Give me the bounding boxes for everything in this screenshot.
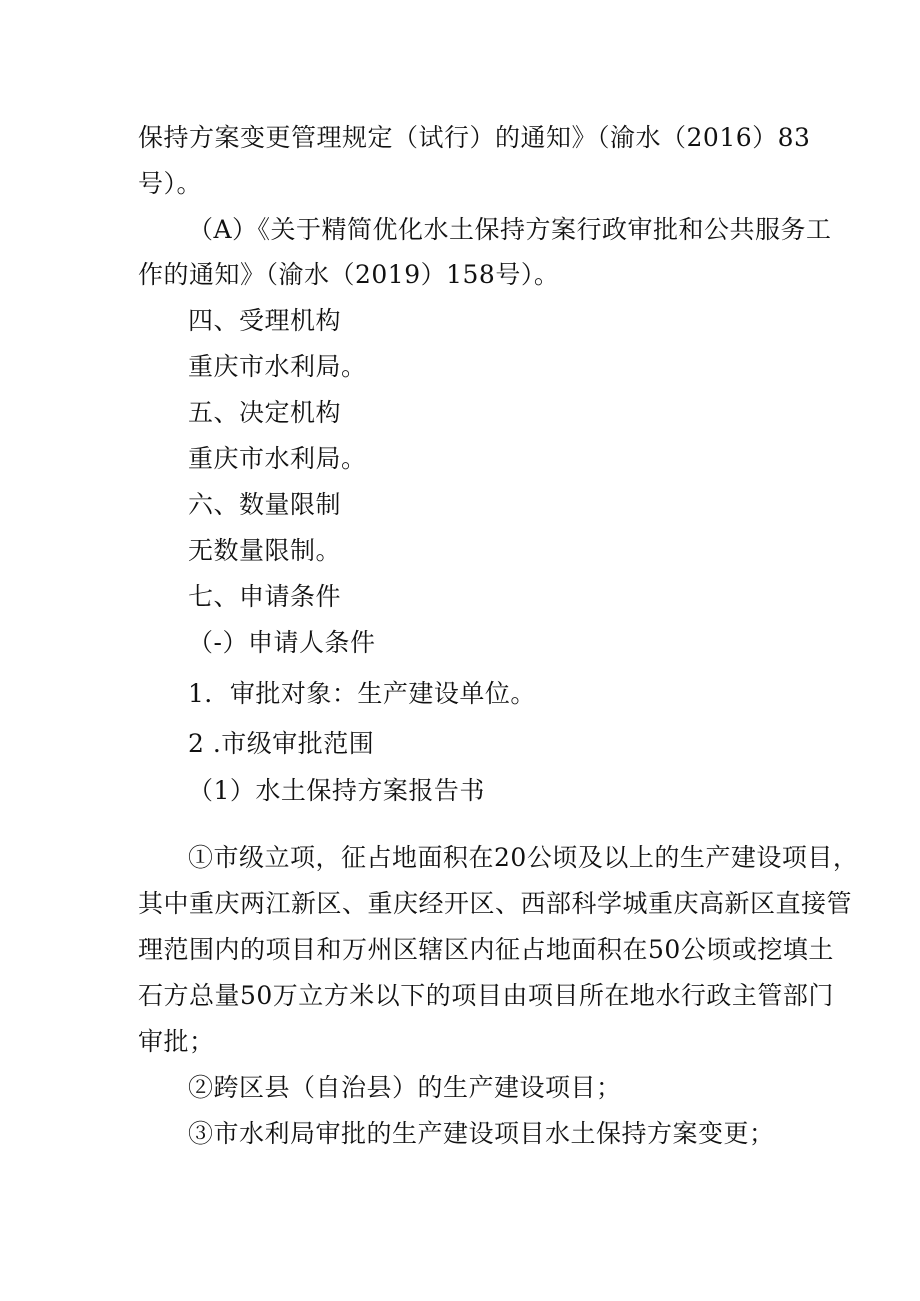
- text-line-21: ②跨区县（自治县）的生产建设项目；: [188, 1073, 622, 1102]
- heading-application-conditions: 七、申请条件: [188, 582, 342, 611]
- text-line-6: 重庆市水利局。: [188, 352, 367, 381]
- text-line-1: 保持方案变更管理规定（试行）的通知》（渝水（2016）83: [138, 123, 811, 152]
- text-line-10: 无数量限制。: [188, 536, 342, 565]
- text-line-17: 其中重庆两江新区、重庆经开区、西部科学城重庆高新区直接管: [138, 889, 853, 918]
- text-line-8: 重庆市水利局。: [188, 444, 367, 473]
- text-line-20: 审批；: [138, 1027, 215, 1056]
- text-line-22: ③市水利局审批的生产建设项目水土保持方案变更；: [188, 1119, 775, 1148]
- text-line-3: （A）《关于精简优化水土保持方案行政审批和公共服务工: [188, 215, 832, 244]
- heading-acceptance-agency: 四、受理机构: [188, 306, 342, 335]
- text-line-19: 石方总量50万立方米以下的项目由项目所在地水行政主管部门: [138, 981, 834, 1010]
- text-line-2: 号）。: [138, 169, 203, 198]
- heading-quantity-limit: 六、数量限制: [188, 490, 342, 519]
- text-line-15: （1）水土保持方案报告书: [188, 776, 485, 805]
- text-line-18: 理范围内的项目和万州区辖区内征占地面积在50公顷或挖填土: [138, 935, 834, 964]
- subheading-applicant-conditions: （-）申请人条件: [188, 628, 376, 657]
- text-line-14: 2 .市级审批范围: [188, 729, 375, 758]
- text-line-13: 1．审批对象：生产建设单位。: [188, 679, 536, 708]
- heading-decision-agency: 五、决定机构: [188, 398, 342, 427]
- text-line-4: 作的通知》（渝水（2019）158号）。: [138, 260, 560, 289]
- text-line-16: ①市级立项，征占地面积在20公顷及以上的生产建设项目，: [188, 843, 859, 872]
